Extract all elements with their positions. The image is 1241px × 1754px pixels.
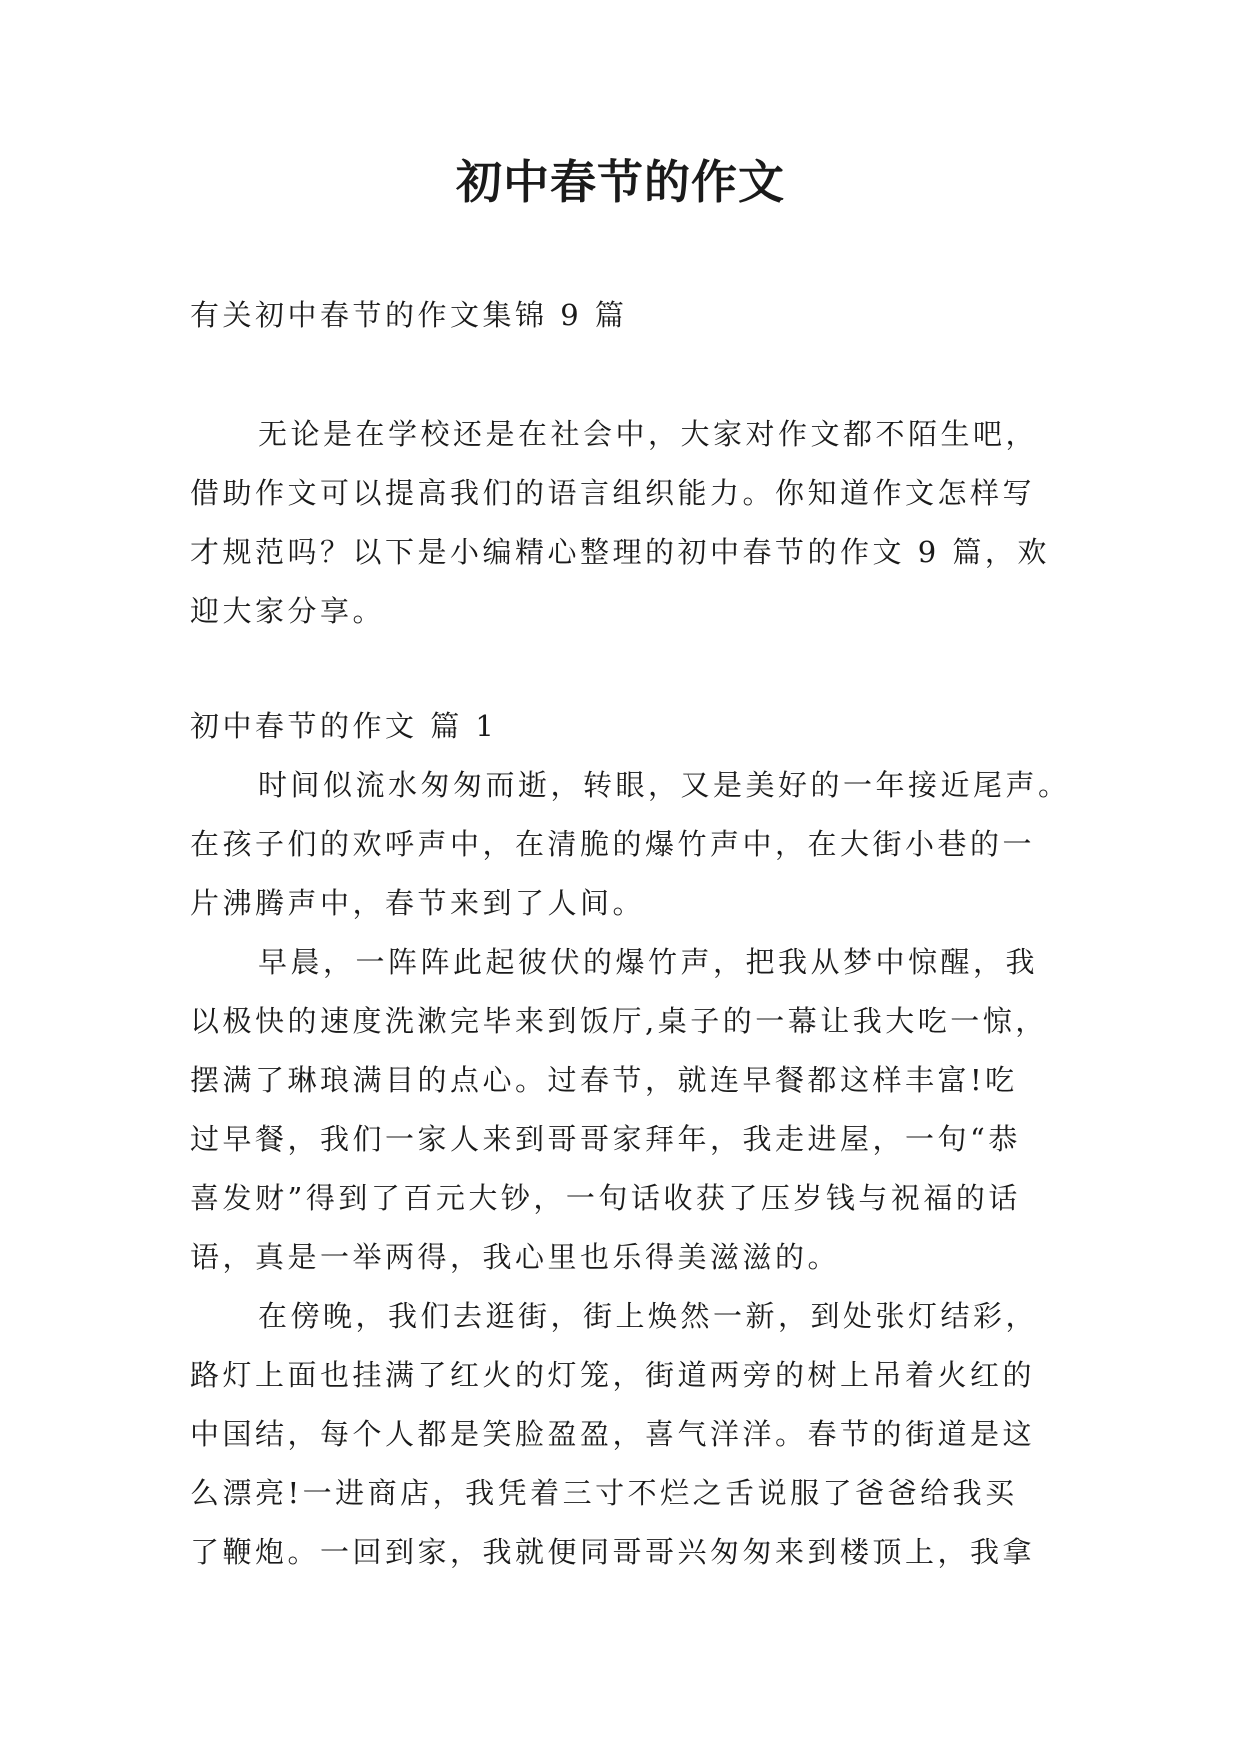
paragraph-2-line: 过早餐，我们一家人来到哥哥家拜年，我走进屋，一句“恭 bbox=[190, 1122, 1021, 1156]
paragraph-3-line: 中国结，每个人都是笑脸盈盈，喜气洋洋。春节的街道是这 bbox=[190, 1417, 1036, 1451]
document-subtitle: 有关初中春节的作文集锦 9 篇 bbox=[190, 298, 628, 332]
paragraph-3-line: 了鞭炮。一回到家，我就便同哥哥兴匆匆来到楼顶上，我拿 bbox=[190, 1535, 1036, 1569]
paragraph-2-line: 以极快的速度洗漱完毕来到饭厅,桌子的一幕让我大吃一惊， bbox=[190, 1004, 1048, 1038]
paragraph-3-line: 路灯上面也挂满了红火的灯笼，街道两旁的树上吊着火红的 bbox=[190, 1358, 1036, 1392]
paragraph-3-line: 么漂亮!一进商店，我凭着三寸不烂之舌说服了爸爸给我买 bbox=[190, 1476, 1018, 1510]
document-title: 初中春节的作文 bbox=[456, 155, 785, 209]
intro-line: 借助作文可以提高我们的语言组织能力。你知道作文怎样写 bbox=[190, 476, 1036, 510]
intro-line: 迎大家分享。 bbox=[190, 594, 386, 628]
section-heading: 初中春节的作文 篇 1 bbox=[190, 709, 498, 743]
paragraph-1-line: 时间似流水匆匆而逝，转眼，又是美好的一年接近尾声。 bbox=[258, 768, 1071, 802]
paragraph-1-line: 片沸腾声中，春节来到了人间。 bbox=[190, 886, 646, 920]
paragraph-3-line: 在傍晚，我们去逛街，街上焕然一新，到处张灯结彩， bbox=[258, 1299, 1039, 1333]
paragraph-2-line: 语，真是一举两得，我心里也乐得美滋滋的。 bbox=[190, 1240, 841, 1274]
paragraph-1-line: 在孩子们的欢呼声中，在清脆的爆竹声中，在大街小巷的一 bbox=[190, 827, 1036, 861]
intro-line: 无论是在学校还是在社会中，大家对作文都不陌生吧， bbox=[258, 417, 1039, 451]
intro-line: 才规范吗？以下是小编精心整理的初中春节的作文 9 篇，欢 bbox=[190, 535, 1050, 569]
paragraph-2-line: 早晨，一阵阵此起彼伏的爆竹声，把我从梦中惊醒，我 bbox=[258, 945, 1039, 979]
paragraph-2-line: 摆满了琳琅满目的点心。过春节，就连早餐都这样丰富!吃 bbox=[190, 1063, 1018, 1097]
paragraph-2-line: 喜发财”得到了百元大钞，一句话收获了压岁钱与祝福的话 bbox=[190, 1181, 1021, 1215]
